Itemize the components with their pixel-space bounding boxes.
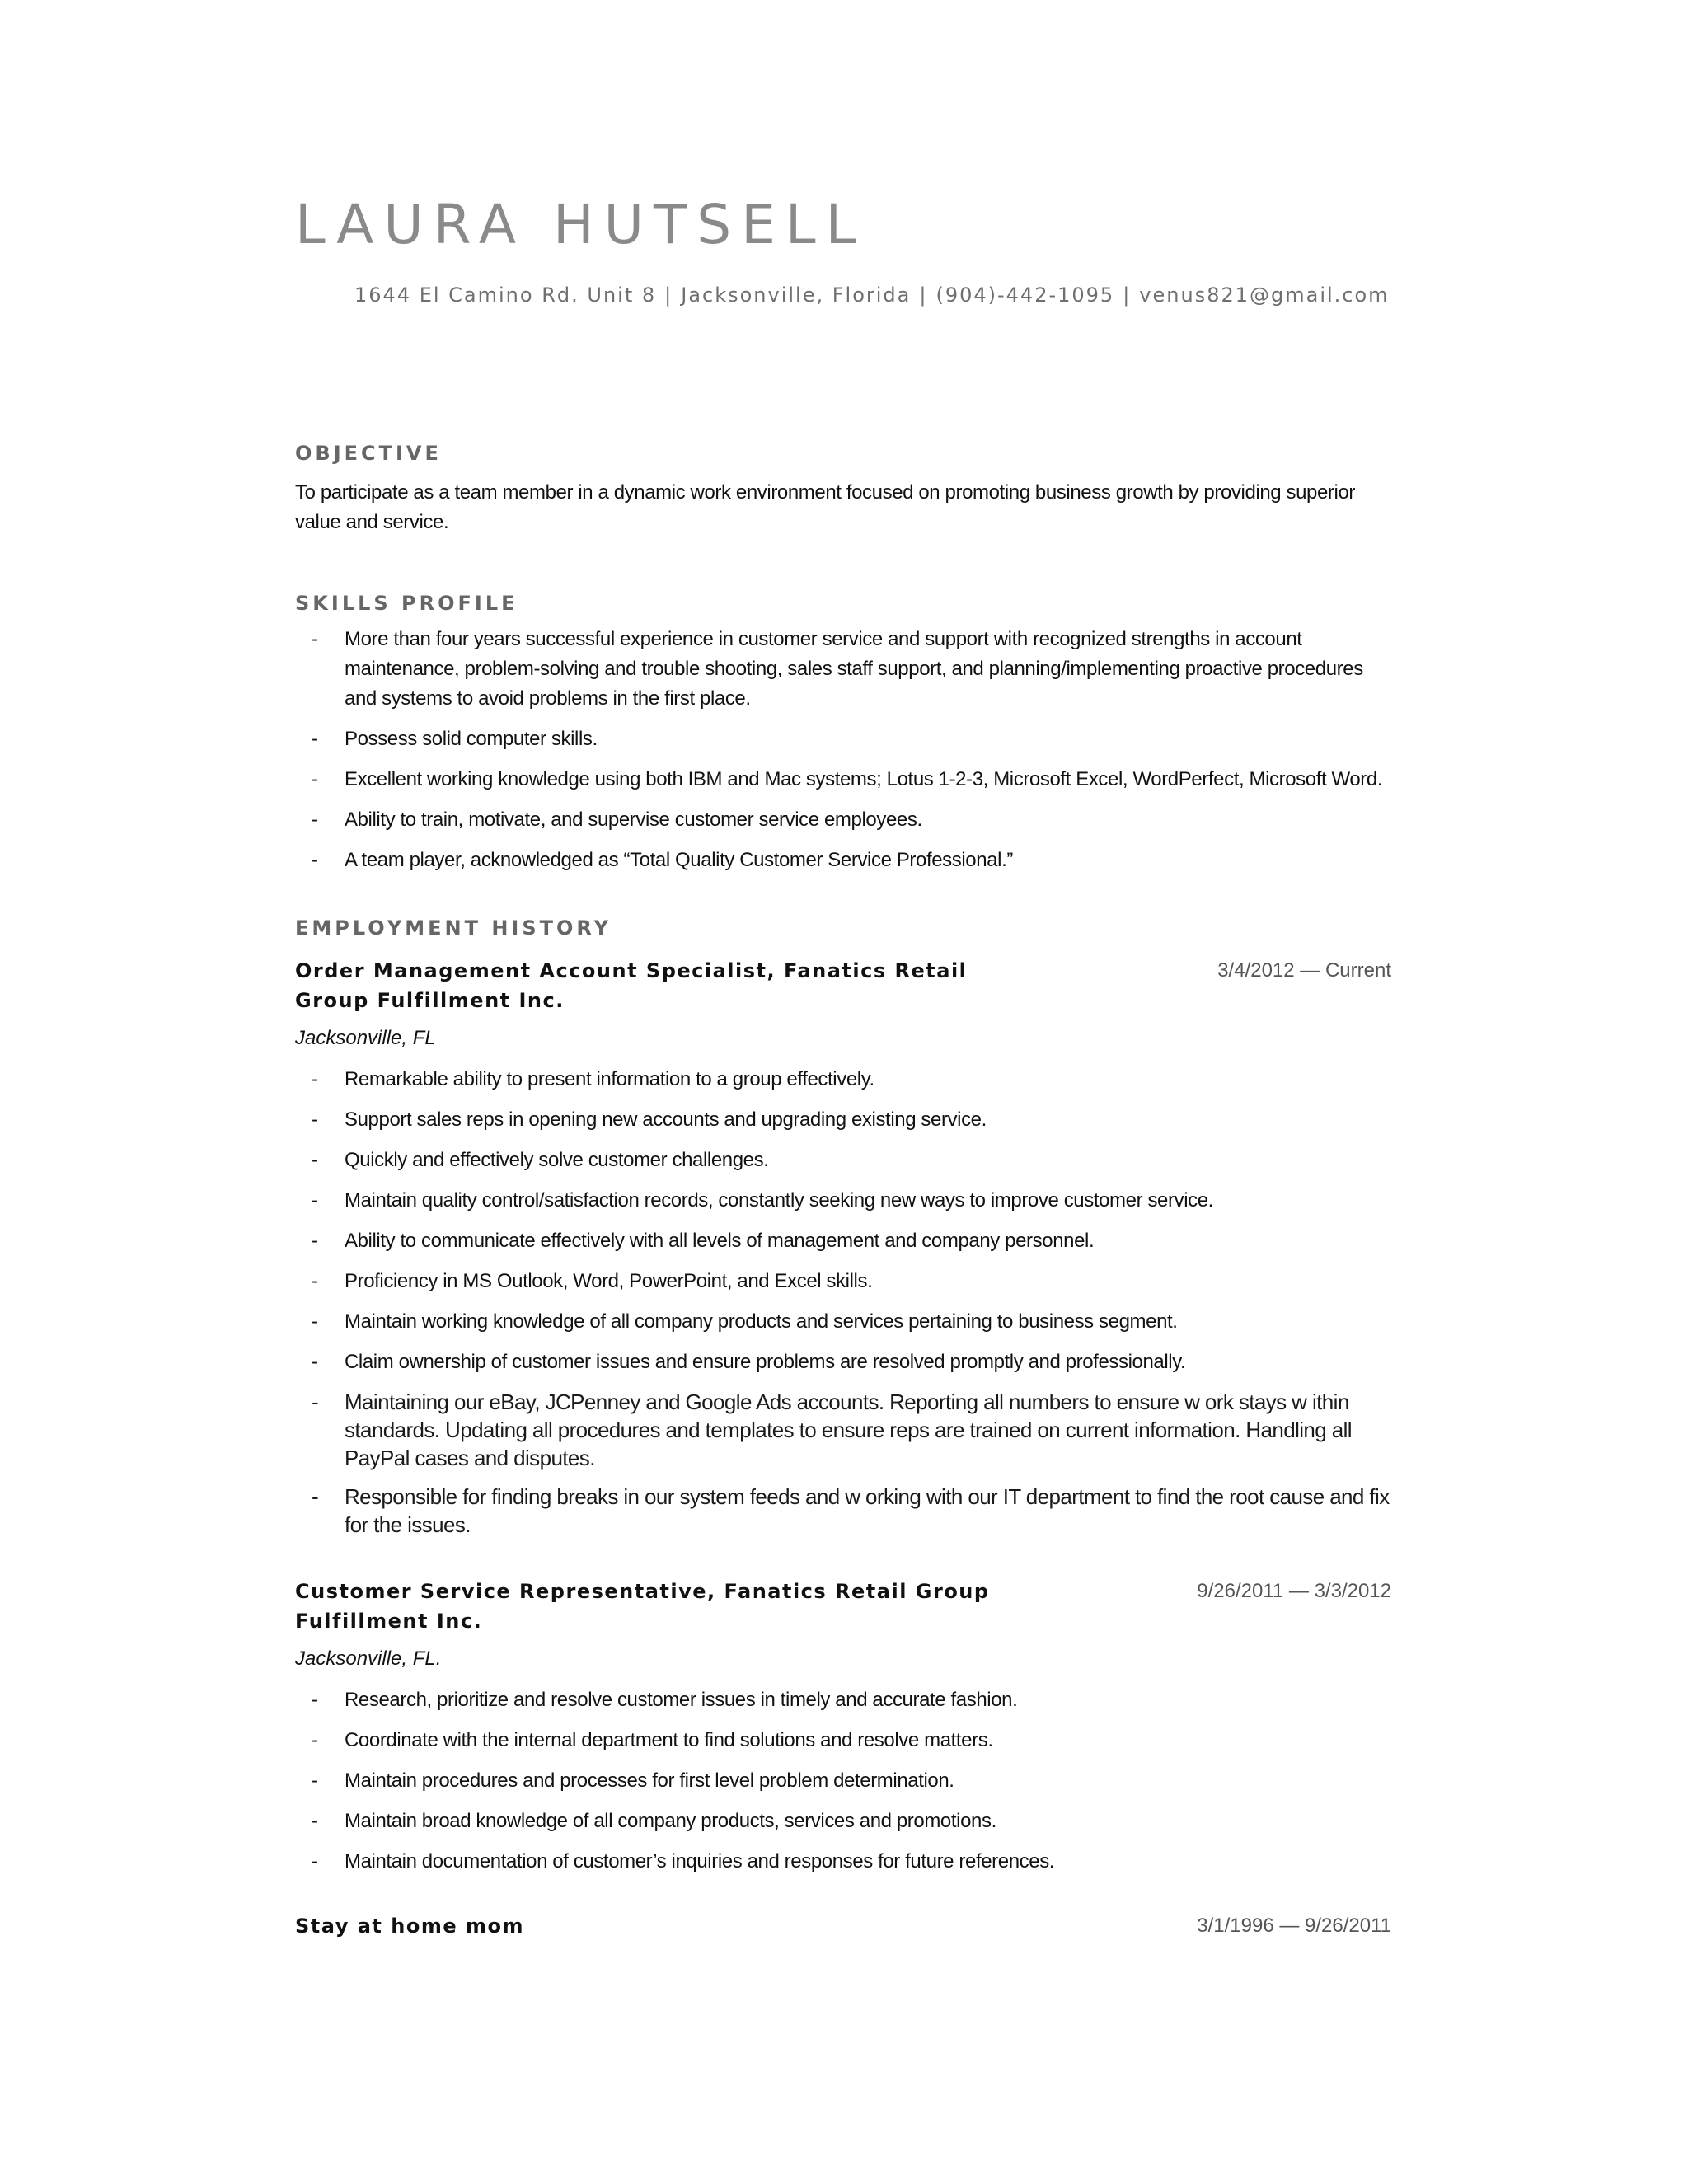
list-item	[295, 1186, 1391, 1216]
bullet-dash: -	[312, 1850, 318, 1872]
duty-text: Maintain documentation of customer’s inquiries and responses for future references.	[345, 1850, 1055, 1872]
bullet-dash: -	[312, 1108, 318, 1131]
bullet-dash: -	[312, 849, 318, 871]
job-location: Jacksonville, FL.	[295, 1647, 442, 1670]
duty-text: Maintain quality control/satisfaction records, constantly seeking new ways to improve customer service.	[345, 1189, 1213, 1212]
list-item	[295, 625, 1391, 714]
duty-text: Maintaining our eBay, JCPenney and Google Ads accounts. Reporting all numbers to ensure w ork stays w ithin standards. Updating all procedures and templates to ensure reps are trained on current information. Handling all PayPal cases and disputes.	[345, 1390, 1352, 1470]
list-item	[295, 846, 1391, 875]
job-title: Stay at home mom	[295, 1915, 524, 1938]
city: Jacksonville, Florida	[681, 284, 912, 307]
duty-text: Maintain procedures and processes for first level problem determination.	[345, 1769, 954, 1792]
skill-text: More than four years successful experience in customer service and support with recognized strengths in account maintenance, problem-solving and trouble shooting, sales staff support, and planning/implementing proactive procedures and systems to avoid problems in the first place.	[345, 628, 1363, 710]
list-item	[295, 1267, 1391, 1296]
list-item	[295, 724, 1391, 754]
job-dates: 9/26/2011 — 3/3/2012	[1197, 1580, 1391, 1602]
bullet-dash: -	[312, 1729, 318, 1751]
phone: (904)-442-1095	[935, 284, 1115, 307]
separator: |	[664, 284, 673, 307]
list-item	[295, 1726, 1391, 1755]
skill-text: Ability to train, motivate, and supervise customer service employees.	[345, 808, 922, 831]
duty-text: Support sales reps in opening new accounts and upgrading existing service.	[345, 1108, 987, 1131]
skill-text: Excellent working knowledge using both IBM and Mac systems; Lotus 1-2-3, Microsoft Excel, WordPerfect, Microsoft Word.	[345, 768, 1383, 790]
list-item	[295, 765, 1391, 794]
email: venus821@gmail.com	[1139, 284, 1390, 307]
bullet-dash: -	[312, 1068, 318, 1090]
separator: |	[1123, 284, 1132, 307]
job-entry	[295, 1577, 1391, 1877]
job-header	[295, 1911, 1391, 1941]
duty-text: Quickly and effectively solve customer challenges.	[345, 1149, 769, 1171]
bullet-dash: -	[312, 808, 318, 831]
job-duties	[295, 1685, 1391, 1877]
list-item	[295, 1766, 1391, 1796]
job-header	[295, 956, 1391, 1015]
list-item	[295, 1146, 1391, 1175]
list-item	[295, 805, 1391, 835]
skills-list	[295, 625, 1391, 875]
job-location: Jacksonville, FL	[295, 1027, 436, 1049]
skill-text: Possess solid computer skills.	[345, 728, 598, 750]
duty-text: Research, prioritize and resolve customer issues in timely and accurate fashion.	[345, 1689, 1018, 1711]
list-item	[295, 1065, 1391, 1094]
job-dates: 3/4/2012 — Current	[1217, 959, 1391, 982]
skill-text: A team player, acknowledged as “Total Quality Customer Service Professional.”	[345, 849, 1013, 871]
resume-page	[295, 193, 1391, 1941]
list-item	[295, 1347, 1391, 1377]
list-item	[295, 1388, 1391, 1472]
job-header	[295, 1577, 1391, 1636]
contact-line	[354, 284, 1391, 307]
bullet-dash: -	[312, 1390, 319, 1414]
job-duties	[295, 1065, 1391, 1539]
objective-heading: OBJECTIVE	[295, 442, 442, 465]
bullet-dash: -	[312, 1810, 318, 1832]
bullet-dash: -	[312, 1351, 318, 1373]
job-dates: 3/1/1996 — 9/26/2011	[1197, 1915, 1391, 1937]
job-entry	[295, 1911, 1391, 1941]
list-item	[295, 1483, 1391, 1539]
bullet-dash: -	[312, 728, 318, 750]
employment-heading: EMPLOYMENT HISTORY	[295, 916, 612, 940]
list-item	[295, 1105, 1391, 1135]
job-title: Order Management Account Specialist, Fanatics Retail Group Fulfillment Inc.	[295, 959, 968, 1012]
duty-text: Coordinate with the internal department to find solutions and resolve matters.	[345, 1729, 993, 1751]
job-title: Customer Service Representative, Fanatics Retail Group Fulfillment Inc.	[295, 1580, 990, 1633]
duty-text: Ability to communicate effectively with all levels of management and company personnel.	[345, 1230, 1095, 1252]
duty-text: Remarkable ability to present information to a group effectively.	[345, 1068, 874, 1090]
bullet-dash: -	[312, 1769, 318, 1792]
duty-text: Maintain working knowledge of all company products and services pertaining to business segment.	[345, 1310, 1178, 1333]
duty-text: Maintain broad knowledge of all company products, services and promotions.	[345, 1810, 996, 1832]
job-entry	[295, 956, 1391, 1539]
bullet-dash: -	[312, 1270, 318, 1292]
list-item	[295, 1226, 1391, 1256]
list-item	[295, 1847, 1391, 1877]
bullet-dash: -	[312, 1689, 318, 1711]
bullet-dash: -	[312, 628, 318, 650]
separator: |	[919, 284, 928, 307]
bullet-dash: -	[312, 1310, 318, 1333]
list-item	[295, 1685, 1391, 1715]
candidate-name: LAURA HUTSELL	[295, 193, 866, 256]
objective-text: To participate as a team member in a dynamic work environment focused on promoting business growth by providing superior value and service.	[295, 481, 1355, 533]
bullet-dash: -	[312, 1149, 318, 1171]
list-item	[295, 1807, 1391, 1836]
list-item	[295, 1307, 1391, 1337]
duty-text: Responsible for finding breaks in our system feeds and w orking with our IT department to find the root cause and fix for the issues.	[345, 1484, 1390, 1537]
duty-text: Proficiency in MS Outlook, Word, PowerPoint, and Excel skills.	[345, 1270, 873, 1292]
bullet-dash: -	[312, 1484, 319, 1509]
bullet-dash: -	[312, 1230, 318, 1252]
address: 1644 El Camino Rd. Unit 8	[354, 284, 657, 307]
bullet-dash: -	[312, 768, 318, 790]
bullet-dash: -	[312, 1189, 318, 1212]
duty-text: Claim ownership of customer issues and ensure problems are resolved promptly and professionally.	[345, 1351, 1186, 1373]
skills-heading: SKILLS PROFILE	[295, 592, 518, 615]
